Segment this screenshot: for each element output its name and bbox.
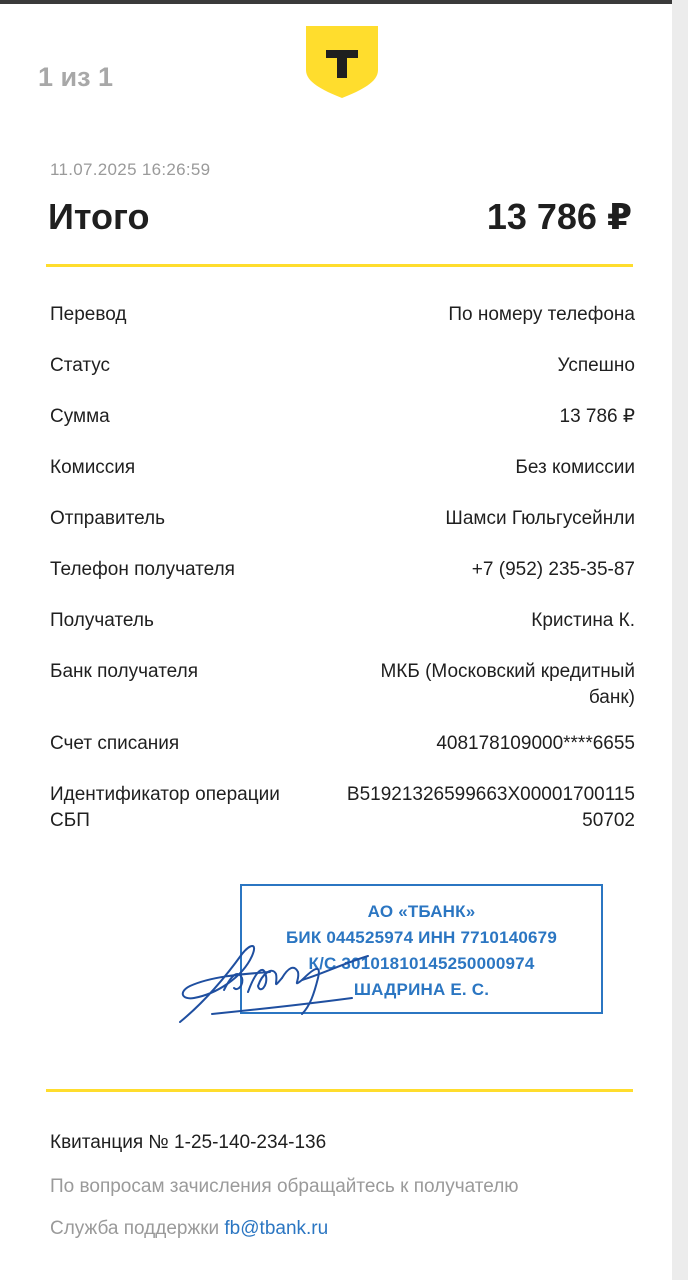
detail-value	[305, 659, 635, 711]
total-label: Итого	[48, 196, 150, 237]
stamp-bank-name: АО «ТБАНК»	[367, 902, 476, 921]
detail-value: 408178109000****6655	[436, 733, 635, 754]
divider-bottom	[46, 1089, 633, 1092]
stamp-signatory: ШАДРИНА Е. С.	[353, 980, 490, 999]
detail-label: Телефон получателя	[50, 559, 235, 580]
detail-label: Сумма	[50, 406, 110, 427]
support-email-link[interactable]: fb@tbank.ru	[224, 1218, 329, 1239]
detail-label	[50, 782, 310, 834]
detail-label: Счет списания	[50, 733, 180, 754]
recipient-note: По вопросам зачисления обращайтесь к получателю	[50, 1176, 519, 1197]
detail-value: Успешно	[557, 355, 635, 376]
transaction-datetime: 11.07.2025 16:26:59	[50, 160, 211, 179]
detail-value: Кристина К.	[531, 610, 635, 631]
detail-label: Банк получателя	[50, 661, 198, 682]
divider-top	[46, 264, 633, 267]
detail-label: Получатель	[50, 610, 154, 631]
detail-value-line: МКБ (Московский кредитный	[380, 661, 635, 682]
stamp-correspondent-account: К/С 30101810145250000974	[308, 954, 535, 973]
detail-value-line: B51921326599663X00001700115	[346, 784, 635, 805]
detail-value: По номеру телефона	[448, 304, 635, 325]
scroll-gutter	[672, 0, 688, 1280]
receipt-number: Квитанция № 1-25-140-234-136	[50, 1132, 327, 1153]
detail-label: Статус	[50, 355, 111, 376]
detail-value-line: 50702	[582, 810, 635, 831]
detail-row-sbp-operation-id	[50, 782, 635, 836]
stamp-bik-inn: БИК 044525974 ИНН 7710140679	[286, 928, 557, 947]
receipt-page	[0, 4, 672, 1280]
support-label: Служба поддержки	[50, 1218, 225, 1239]
detail-value: +7 (952) 235-35-87	[471, 559, 635, 580]
tbank-logo-icon	[306, 26, 378, 98]
detail-label: Комиссия	[50, 457, 136, 478]
detail-value-line: банк)	[588, 687, 635, 708]
detail-label-line: Идентификатор операции	[50, 784, 280, 805]
detail-row-recipient-bank	[50, 659, 635, 713]
support-line	[50, 1218, 328, 1240]
detail-label: Отправитель	[50, 508, 166, 529]
detail-value: Без комиссии	[515, 457, 635, 478]
detail-label-line: СБП	[50, 810, 90, 831]
total-amount: 13 786 ₽	[486, 196, 632, 237]
signature-icon	[172, 934, 382, 1034]
detail-value: Шамси Гюльгусейнли	[445, 508, 635, 529]
detail-value	[305, 782, 635, 834]
detail-label: Перевод	[50, 304, 127, 325]
detail-value: 13 786 ₽	[559, 406, 635, 427]
page-counter: 1 из 1	[38, 62, 114, 92]
